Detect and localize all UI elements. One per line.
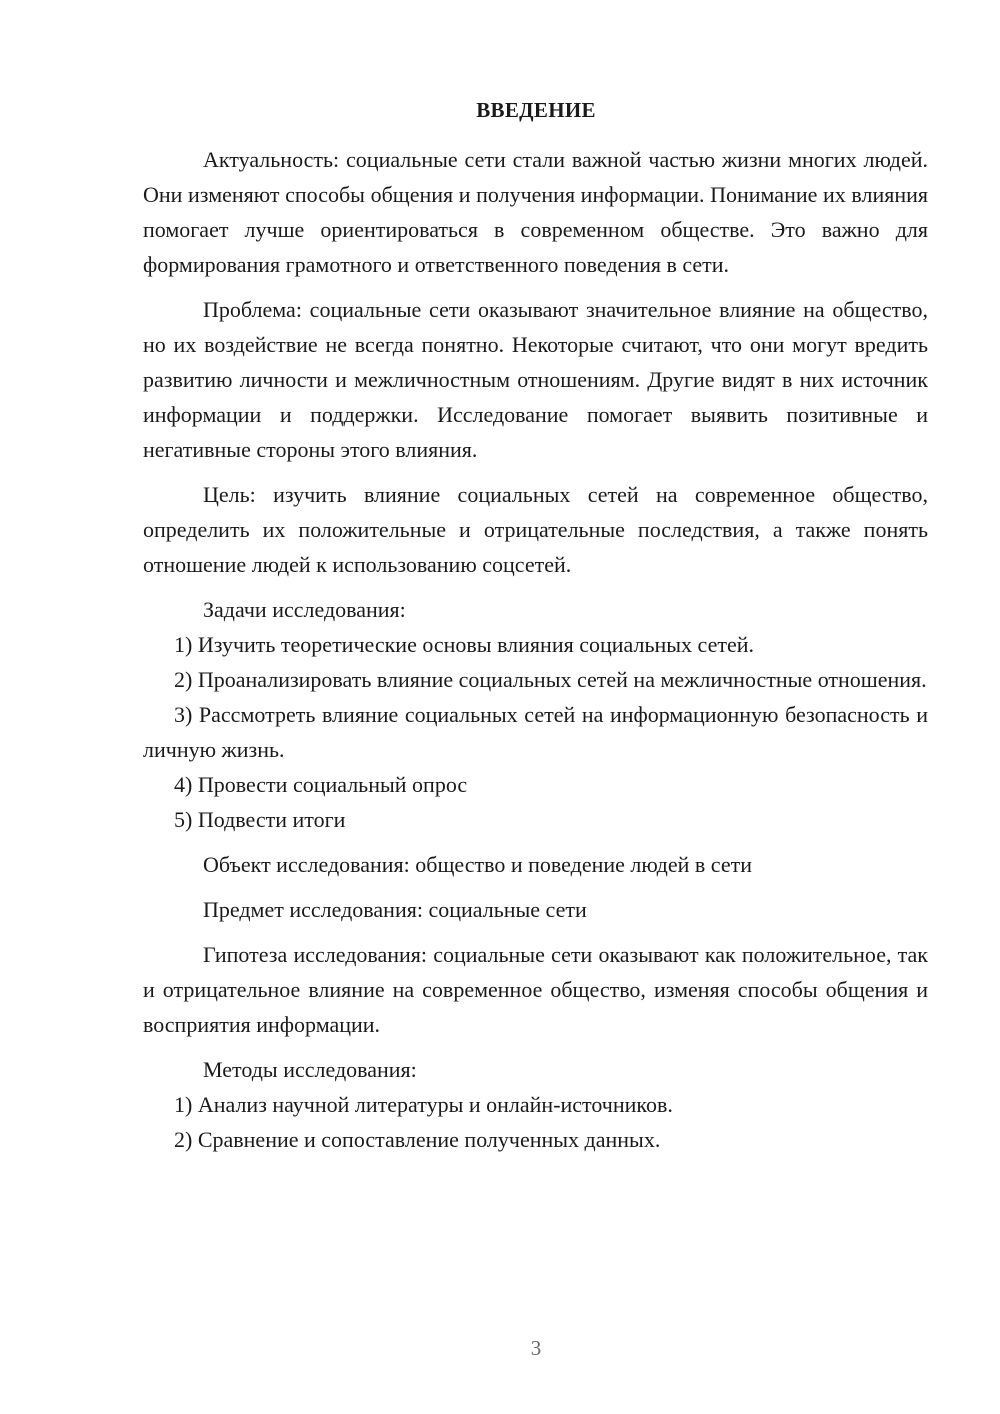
page-number: 3 [530,1336,542,1360]
task-item: 5) Подвести итоги [174,807,346,832]
task-item: 3) Рассмотреть влияние социальных сетей на информационную безопасность и личную жизнь. [143,702,928,762]
section-title: ВВЕДЕНИЕ [476,98,596,122]
task-item: 4) Провести социальный опрос [174,772,468,797]
method-item: 1) Анализ научной литературы и онлайн-источников. [174,1092,673,1117]
goal-paragraph: Цель: изучить влияние социальных сетей на современное общество, определить их положительные и отрицательные последствия, а также понять отношение людей к использованию соцсетей. [143,482,928,577]
subject-paragraph: Предмет исследования: социальные сети [203,897,587,922]
relevance-paragraph: Актуальность: социальные сети стали важной частью жизни многих людей. Они изменяют способы общения и получения информации. Понимание их влияния помогает лучше ориентироваться в современном обществе. Это важно для формирования грамотного и ответственного поведения в сети. [143,147,928,277]
tasks-heading: Задачи исследования: [203,597,406,622]
hypothesis-paragraph: Гипотеза исследования: социальные сети оказывают как положительное, так и отрицательное влияние на современное общество, изменяя способы общения и восприятия информации. [143,942,928,1037]
object-paragraph: Объект исследования: общество и поведение людей в сети [203,852,752,877]
task-item: 2) Проанализировать влияние социальных сетей на межличностные отношения. [174,667,927,692]
methods-heading: Методы исследования: [203,1057,417,1082]
method-item: 2) Сравнение и сопоставление полученных данных. [174,1127,661,1152]
problem-paragraph: Проблема: социальные сети оказывают значительное влияние на общество, но их воздействие не всегда понятно. Некоторые считают, что они могут вредить развитию личности и межличностным отношениям. Другие видят в них источник информации и поддержки. Исследование помогает выявить позитивные и негативные стороны этого влияния. [143,297,928,462]
document-body [143,142,928,1157]
task-item: 1) Изучить теоретические основы влияния социальных сетей. [174,632,755,657]
